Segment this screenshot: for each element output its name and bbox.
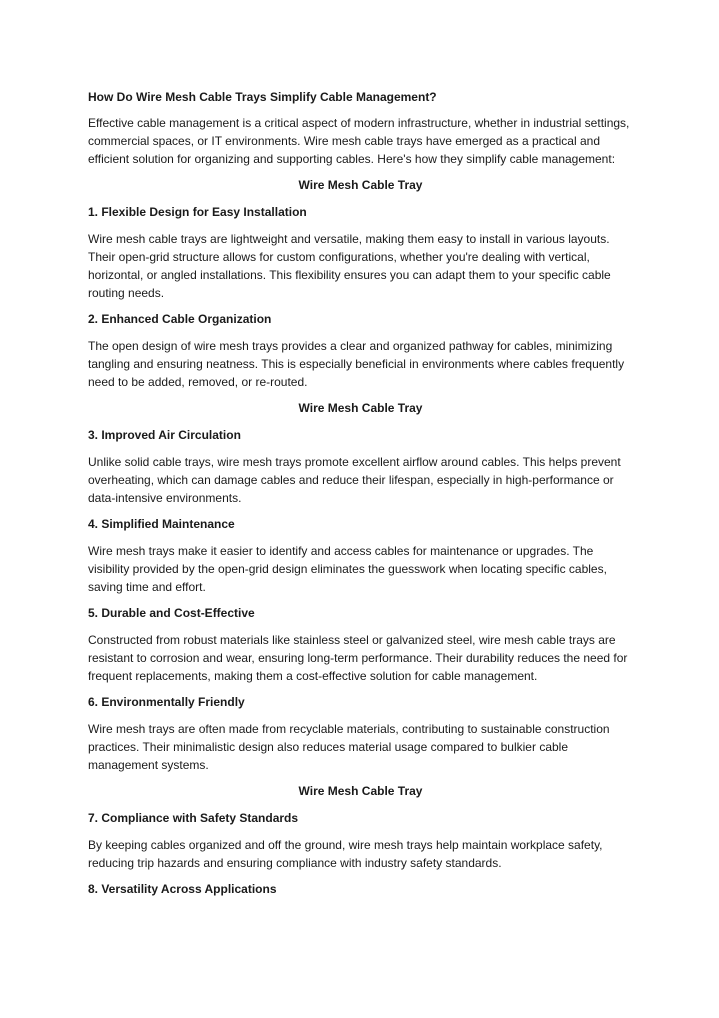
document-page [88, 88, 633, 907]
section-heading: 3. Improved Air Circulation [88, 428, 241, 442]
section-heading: 8. Versatility Across Applications [88, 882, 277, 896]
section-body: By keeping cables organized and off the ground, wire mesh trays help maintain workplace safety, reducing trip hazards and ensuring compliance with industry safety standards. [88, 838, 603, 870]
section-body: Unlike solid cable trays, wire mesh trays promote excellent airflow around cables. This helps prevent overheating, which can damage cables and reduce their lifespan, especially in high-performance or data-intensive environments. [88, 455, 621, 505]
document-title: How Do Wire Mesh Cable Trays Simplify Cable Management? [88, 90, 437, 104]
section-body: Wire mesh trays make it easier to identify and access cables for maintenance or upgrades. The visibility provided by the open-grid design eliminates the guesswork when locating specific cables, saving time and effort. [88, 544, 607, 594]
section-heading: 6. Environmentally Friendly [88, 695, 245, 709]
intro-paragraph: Effective cable management is a critical aspect of modern infrastructure, whether in industrial settings, commercial spaces, or IT environments. Wire mesh cable trays have emerged as a practical and efficient solution for organizing and supporting cables. Here's how they simplify cable management: [88, 116, 630, 166]
section-body: Wire mesh trays are often made from recyclable materials, contributing to sustainable construction practices. Their minimalistic design also reduces material usage compared to bulkier cable management systems. [88, 722, 610, 772]
section-heading: 4. Simplified Maintenance [88, 517, 235, 531]
image-caption: Wire Mesh Cable Tray [298, 784, 423, 798]
section-body: Wire mesh cable trays are lightweight and versatile, making them easy to install in various layouts. Their open-grid structure allows for custom configurations, whether you're dealing with vertical, horizontal, or angled installations. This flexibility ensures you can adapt them to your specific cable routing needs. [88, 232, 611, 300]
section-heading: 7. Compliance with Safety Standards [88, 811, 299, 825]
section-heading: 2. Enhanced Cable Organization [88, 312, 272, 326]
section-body: Constructed from robust materials like stainless steel or galvanized steel, wire mesh cable trays are resistant to corrosion and wear, ensuring long-term performance. Their durability reduces the need for frequent replacements, making them a cost-effective solution for cable management. [88, 633, 628, 683]
image-caption: Wire Mesh Cable Tray [298, 178, 423, 192]
image-caption: Wire Mesh Cable Tray [298, 401, 423, 415]
section-body: The open design of wire mesh trays provides a clear and organized pathway for cables, minimizing tangling and ensuring neatness. This is especially beneficial in environments where cables frequently need to be added, removed, or re-routed. [88, 339, 625, 389]
section-heading: 5. Durable and Cost-Effective [88, 606, 255, 620]
section-heading: 1. Flexible Design for Easy Installation [88, 205, 307, 219]
